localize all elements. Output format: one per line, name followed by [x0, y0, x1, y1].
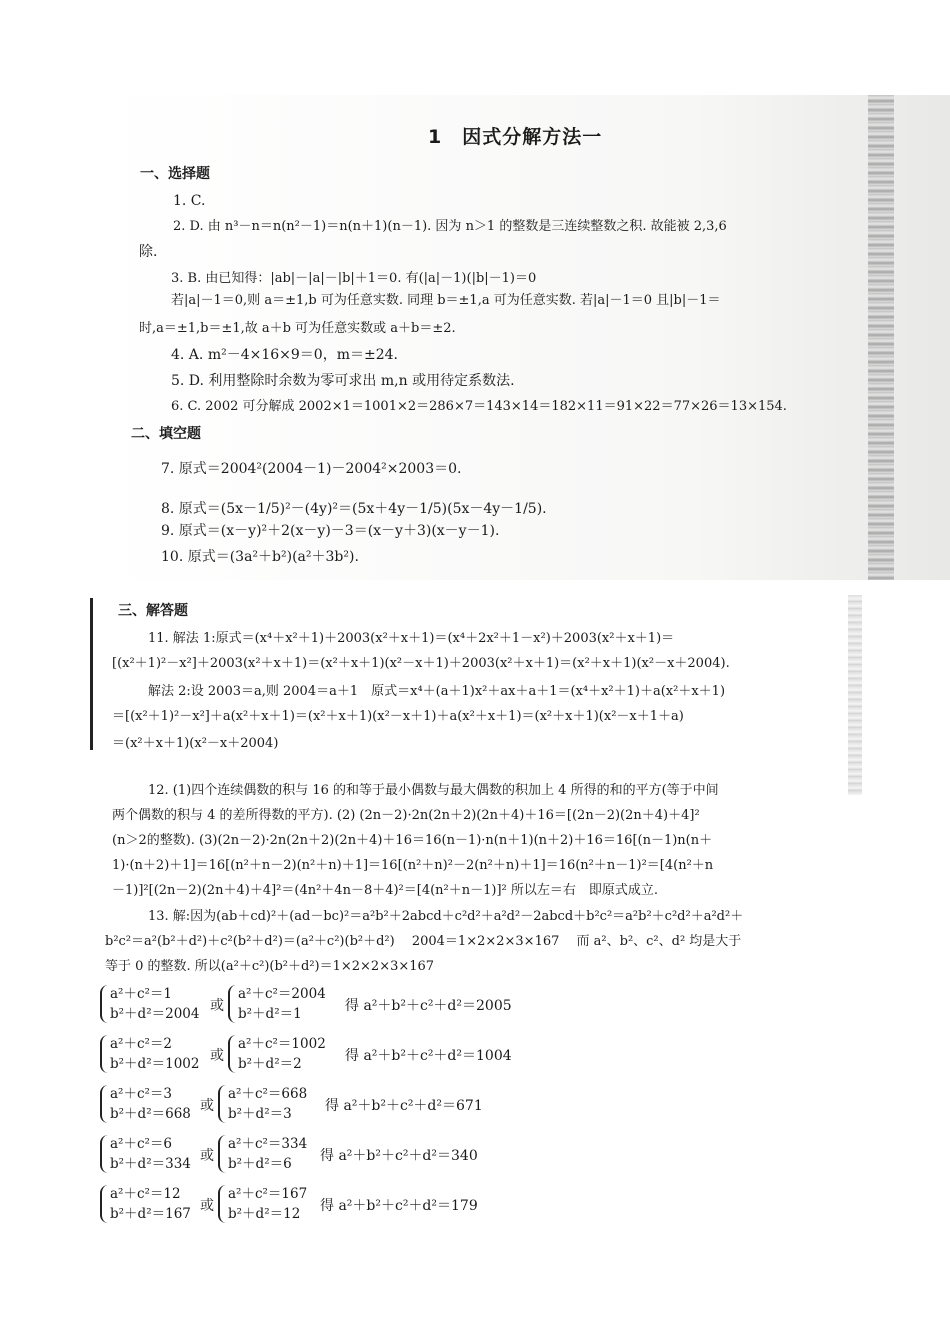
- brace-icon: [228, 1035, 238, 1073]
- brace-icon: [100, 1085, 110, 1123]
- answer-line-7: 7. 原式＝2004²(2004－1)－2004²×2003＝0.: [161, 461, 462, 477]
- section-heading-answer: 三、解答题: [118, 603, 188, 619]
- system-right-eq1: a²＋c²＝668: [228, 1086, 308, 1102]
- or-label: 或: [200, 1148, 214, 1164]
- page-title: 1 因式分解方法一: [428, 126, 603, 148]
- or-label: 或: [210, 1048, 224, 1064]
- system-right-eq2: b²＋d²＝1: [238, 1006, 302, 1022]
- brace-icon: [218, 1085, 228, 1123]
- answer-line-11-cont2: 解法 2:设 2003＝a,则 2004＝a＋1 原式＝x⁴＋(a＋1)x²＋ax＋a＋1＝(x⁴＋x²＋1)＋a(x²＋x＋1): [148, 684, 726, 699]
- system-left-eq2: b²＋d²＝1002: [110, 1056, 200, 1072]
- answer-line-2: 2. D. 由 n³－n＝n(n²－1)＝n(n＋1)(n－1). 因为 n＞1 的整数是三连续整数之积. 故能被 2,3,6: [173, 219, 727, 234]
- answer-line-8: 8. 原式＝(5x－1/5)²－(4y)²＝(5x＋4y－1/5)(5x－4y－1/5).: [161, 501, 547, 517]
- answer-line-12-cont1: 两个偶数的积与 4 的差所得数的平方). (2) (2n－2)·2n(2n＋2)(2n＋4)＋16＝[(2n－2)(2n＋4)＋4]²: [112, 808, 700, 823]
- answer-line-4: 4. A. m²－4×16×9＝0，m＝±24.: [171, 347, 398, 363]
- answer-line-12-cont2: (n＞2的整数). (3)(2n－2)·2n(2n＋2)(2n＋4)＋16＝16(n－1)·n(n＋1)(n＋2)＋16＝16[(n－1)n(n＋: [112, 833, 713, 848]
- answer-line-11-cont1: [(x²＋1)²－x²]＋2003(x²＋x＋1)＝(x²＋x＋1)(x²－x＋1)＋2003(x²＋x＋1)＝(x²＋x＋1)(x²－x＋2004).: [112, 656, 730, 671]
- system-right-eq2: b²＋d²＝3: [228, 1106, 292, 1122]
- answer-line-3-cont1: 若|a|－1＝0,则 a＝±1,b 可为任意实数. 同理 b＝±1,a 可为任意实数. 若|a|－1＝0 且|b|－1＝: [171, 293, 721, 308]
- answer-line-2-cont: 除.: [139, 244, 158, 260]
- system-left-eq2: b²＋d²＝2004: [110, 1006, 200, 1022]
- brace-icon: [100, 1035, 110, 1073]
- system-result: 得 a²＋b²＋c²＋d²＝1004: [345, 1048, 512, 1064]
- answer-line-12-cont4: －1)]²[(2n－2)(2n＋4)＋4]²＝(4n²＋4n－8＋4)²＝[4(n²＋n－1)]² 所以左＝右 即原式成立.: [112, 883, 659, 898]
- brace-icon: [228, 985, 238, 1023]
- answer-line-13-cont2: 等于 0 的整数. 所以(a²＋c²)(b²＋d²)＝1×2×2×3×167: [105, 959, 435, 974]
- answer-line-10: 10. 原式＝(3a²＋b²)(a²＋3b²).: [161, 549, 359, 565]
- system-result: 得 a²＋b²＋c²＋d²＝671: [325, 1098, 483, 1114]
- scan-edge-shadow: [868, 95, 894, 580]
- answer-line-1: 1. C.: [173, 193, 206, 209]
- answer-line-6: 6. C. 2002 可分解成 2002×1＝1001×2＝286×7＝143×14＝182×11＝91×22＝77×26＝13×154.: [171, 399, 787, 414]
- system-right-eq2: b²＋d²＝2: [238, 1056, 302, 1072]
- section-heading-choice: 一、选择题: [140, 166, 210, 182]
- system-right-eq2: b²＋d²＝12: [228, 1206, 301, 1222]
- system-right-eq2: b²＋d²＝6: [228, 1156, 292, 1172]
- answer-line-11-cont4: ＝(x²＋x＋1)(x²－x＋2004): [112, 736, 279, 751]
- section-heading-fill: 二、填空题: [131, 426, 201, 442]
- system-left-eq1: a²＋c²＝12: [110, 1186, 181, 1202]
- brace-icon: [218, 1185, 228, 1223]
- system-left-eq2: b²＋d²＝334: [110, 1156, 191, 1172]
- brace-icon: [218, 1135, 228, 1173]
- system-left-eq2: b²＋d²＝167: [110, 1206, 191, 1222]
- or-label: 或: [200, 1098, 214, 1114]
- answer-line-13: 13. 解:因为(ab＋cd)²＋(ad－bc)²＝a²b²＋2abcd＋c²d²＋a²d²－2abcd＋b²c²＝a²b²＋c²d²＋a²d²＋: [148, 909, 744, 924]
- brace-icon: [100, 1185, 110, 1223]
- brace-icon: [100, 985, 110, 1023]
- system-left-eq1: a²＋c²＝3: [110, 1086, 173, 1102]
- answer-line-11-cont3: ＝[(x²＋1)²－x²]＋a(x²＋x＋1)＝(x²＋x＋1)(x²－x＋1)＋a(x²＋x＋1)＝(x²＋x＋1)(x²－x＋1＋a): [112, 709, 684, 724]
- scan-edge-shadow-lower: [848, 595, 862, 795]
- or-label: 或: [200, 1198, 214, 1214]
- or-label: 或: [210, 998, 224, 1014]
- brace-icon: [100, 1135, 110, 1173]
- answer-line-11: 11. 解法 1:原式＝(x⁴＋x²＋1)＋2003(x²＋x＋1)＝(x⁴＋2x²＋1－x²)＋2003(x²＋x＋1)＝: [148, 631, 675, 646]
- answer-line-3: 3. B. 由已知得：|ab|－|a|－|b|＋1＝0. 有(|a|－1)(|b|－1)＝0: [171, 271, 537, 286]
- system-result: 得 a²＋b²＋c²＋d²＝2005: [345, 998, 512, 1014]
- system-result: 得 a²＋b²＋c²＋d²＝179: [320, 1198, 478, 1214]
- system-left-eq1: a²＋c²＝6: [110, 1136, 173, 1152]
- margin-mark: [90, 598, 93, 750]
- answer-line-5: 5. D. 利用整除时余数为零可求出 m,n 或用待定系数法.: [171, 373, 515, 389]
- answer-line-12-cont3: 1)·(n＋2)＋1]＝16[(n²＋n－2)(n²＋n)＋1]＝16[(n²＋n)²－2(n²＋n)＋1]＝16(n²＋n－1)²＝[4(n²＋n: [112, 858, 714, 873]
- answer-line-3-cont2: 时,a＝±1,b＝±1,故 a＋b 可为任意实数或 a＋b＝±2.: [139, 321, 456, 336]
- system-right-eq1: a²＋c²＝2004: [238, 986, 326, 1002]
- system-right-eq1: a²＋c²＝334: [228, 1136, 308, 1152]
- answer-line-12: 12. (1)四个连续偶数的积与 16 的和等于最小偶数与最大偶数的积加上 4 所得的和的平方(等于中间: [148, 783, 719, 798]
- system-left-eq1: a²＋c²＝2: [110, 1036, 173, 1052]
- system-right-eq1: a²＋c²＝1002: [238, 1036, 326, 1052]
- answer-line-9: 9. 原式＝(x－y)²＋2(x－y)－3＝(x－y＋3)(x－y－1).: [161, 523, 500, 539]
- system-left-eq1: a²＋c²＝1: [110, 986, 173, 1002]
- system-left-eq2: b²＋d²＝668: [110, 1106, 191, 1122]
- system-right-eq1: a²＋c²＝167: [228, 1186, 308, 1202]
- answer-line-13-cont1: b²c²＝a²(b²＋d²)＋c²(b²＋d²)＝(a²＋c²)(b²＋d²) 2004＝1×2×2×3×167 而 a²、b²、c²、d² 均是大于: [105, 934, 742, 949]
- system-result: 得 a²＋b²＋c²＋d²＝340: [320, 1148, 478, 1164]
